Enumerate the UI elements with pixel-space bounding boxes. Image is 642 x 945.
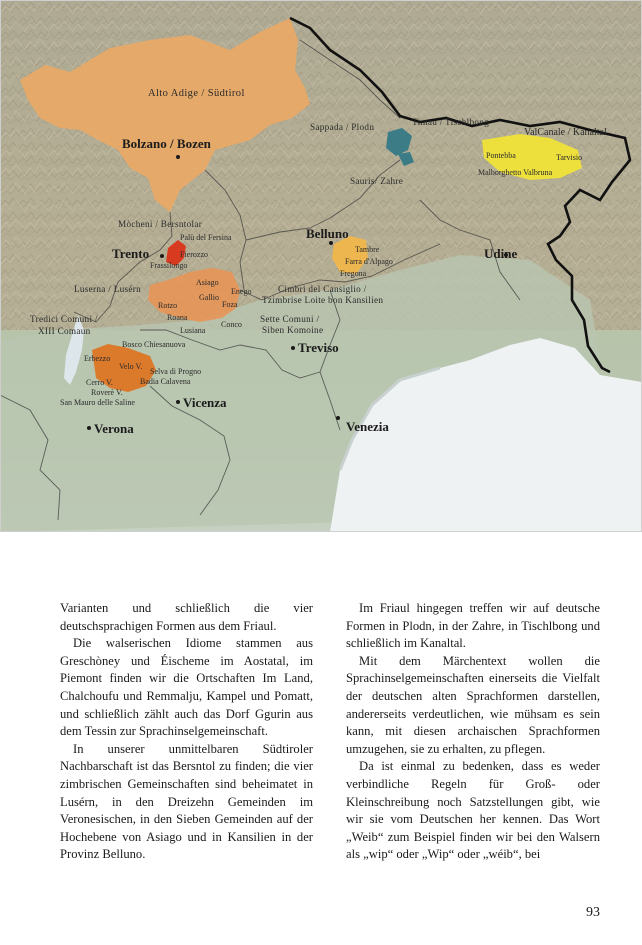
label-frassilongo: Frassilongo <box>150 261 188 270</box>
marker-venezia <box>336 416 340 420</box>
label-tredici2: XIII Comaun <box>38 326 91 336</box>
label-belluno: Belluno <box>306 226 349 241</box>
paragraph: Die walserischen Idiome stammen aus Greschòney und Éischeme im Aostatal, im Piemont finden wir die Ortschaften Im Land, Chalchoufu und Remmalju, Kampel und Pomatt, und schließlich zählt auch das Dorf Ggurin aus dem Tessin zur Sprachinselgemeinschaft. <box>60 636 313 739</box>
label-bolzano: Bolzano / Bozen <box>122 136 211 151</box>
label-cimbri2: Tzimbrise Loite bon Kansilien <box>262 295 384 305</box>
label-sanmauro: San Mauro delle Saline <box>60 398 135 407</box>
label-udine: Udine <box>484 246 518 261</box>
label-selva: Selva di Progno <box>150 367 202 376</box>
page-number: 93 <box>586 905 600 920</box>
label-timau: Timau / Tischlbong <box>412 117 490 127</box>
label-vicenza: Vicenza <box>183 395 227 410</box>
marker-vicenza <box>176 400 180 404</box>
label-sette2: Siben Komoine <box>262 325 324 335</box>
marker-trento <box>160 254 164 258</box>
label-sauris: Sauris/ Zahre <box>350 176 404 186</box>
label-malborghetto: Malborghetto Valbruna <box>478 168 553 177</box>
label-fierozzo: Fierozzo <box>180 250 208 259</box>
label-sette1: Sette Comuni / <box>260 314 320 324</box>
label-luserna: Luserna / Lusérn <box>74 284 142 294</box>
paragraph: Im Friaul hingegen treffen wir auf deutsche Formen in Plodn, in der Zahre, in Tischlbong und schließlich im Kanaltal. <box>346 601 600 651</box>
label-alto-adige: Alto Adige / Südtirol <box>148 88 245 99</box>
label-treviso: Treviso <box>298 340 339 355</box>
label-foza: Foza <box>222 300 238 309</box>
label-velo: Velo V. <box>119 362 143 371</box>
label-badia: Badia Calavena <box>140 377 191 386</box>
label-conco: Conco <box>221 320 242 329</box>
label-rovere: Roverè V. <box>91 388 123 397</box>
label-palu: Palù del Fersina <box>180 233 232 242</box>
label-rotzo: Rotzo <box>158 301 178 310</box>
label-lusiana: Lusiana <box>180 326 206 335</box>
label-farra: Farra d'Alpago <box>345 257 393 266</box>
label-pontebba: Pontebba <box>486 151 516 160</box>
paragraph: Da ist einmal zu bedenken, dass es weder verbindliche Regeln für Groß- oder Kleinschreibung noch Satzstellungen gibt, wie wir sie vom Deutschen her kennen. Das Wort „Weib“ zum Beispiel finden wir bei den Walsern als „wip“ oder „Wip“ oder „wéib“, bei <box>346 759 600 862</box>
marker-bolzano <box>176 155 180 159</box>
label-fregona: Fregona <box>340 269 367 278</box>
paragraph: Mit dem Märchentext wollen die Sprachinselgemeinschaften einerseits die Vielfalt der deutschen alten Sprachformen darstellen, andererseits verdeutlichen, wie mühsam es sein kann, mit diesen archaischen Sprachformen umzugehen, sie zu erhalten, zu pflegen. <box>346 653 600 756</box>
label-asiago: Asiago <box>196 278 219 287</box>
label-enego: Enego <box>231 287 252 296</box>
text-column-left <box>60 600 313 864</box>
marker-belluno <box>329 241 333 245</box>
paragraph: In unserer unmittelbaren Südtiroler Nachbarschaft ist das Bersntol zu finden; die vier zimbrischen Gemeinschaften sind beheimatet in Lusérn, in den Dreizehn Gemeinden im Veronesischen, in den Sieben Gemeinden auf der Hochebene von Asiago und in Kansilien in der Provinz Belluno. <box>60 741 313 862</box>
label-venezia: Venezia <box>346 419 389 434</box>
label-erbezzo: Erbezzo <box>84 354 111 363</box>
label-tarvisio: Tarvisio <box>556 153 583 162</box>
label-tredici1: Tredici Comuni / <box>30 314 98 324</box>
marker-verona <box>87 426 91 430</box>
label-valcanale: ValCanale / Kanaltal <box>524 127 607 138</box>
label-sappada: Sappada / Plodn <box>310 122 375 132</box>
label-bosco: Bosco Chiesanuova <box>122 340 186 349</box>
paragraph: Varianten und schließlich die vier deutschsprachigen Formen aus dem Friaul. <box>60 601 313 633</box>
label-mocheni: Mòcheni / Bersntolar <box>118 219 203 229</box>
marker-treviso <box>291 346 295 350</box>
label-tambre: Tambre <box>355 245 380 254</box>
label-gallio: Gallio <box>199 293 219 302</box>
label-trento: Trento <box>112 246 150 261</box>
label-cerro: Cerro V. <box>86 378 113 387</box>
label-roana: Roana <box>167 313 188 322</box>
label-cimbri1: Cimbri del Cansiglio / <box>278 284 367 294</box>
label-verona: Verona <box>94 421 134 436</box>
text-column-right <box>346 600 600 864</box>
